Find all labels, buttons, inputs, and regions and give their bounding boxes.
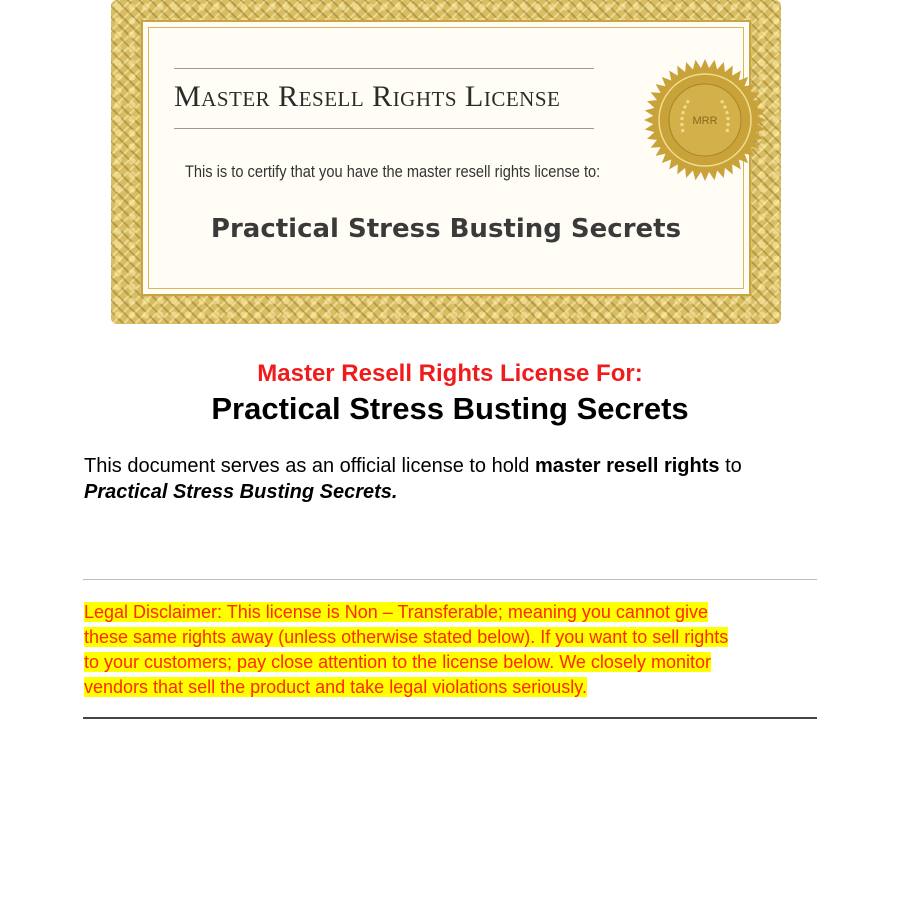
divider-top xyxy=(83,579,817,580)
license-product-heading: Practical Stress Busting Secrets xyxy=(211,391,689,426)
certificate-panel xyxy=(141,20,751,296)
certificate-product-name: Practical Stress Busting Secrets xyxy=(210,214,682,244)
disclaimer-line: these same rights away (unless otherwise stated below). If you want to sell rights xyxy=(84,627,729,647)
intro-prefix: This document serves as an official license to hold xyxy=(84,455,535,477)
certificate-top-rule xyxy=(174,68,594,69)
gold-seal-icon xyxy=(643,58,767,182)
intro-paragraph xyxy=(84,453,824,505)
seal-label: MRR xyxy=(692,115,718,127)
certificate-title: Master Resell Rights License xyxy=(174,80,561,113)
disclaimer-line: Legal Disclaimer: This license is Non – Transferable; meaning you cannot give xyxy=(84,602,708,622)
legal-disclaimer xyxy=(84,600,814,700)
license-heading-for: Master Resell Rights License For: xyxy=(257,360,643,387)
intro-bold: master resell rights xyxy=(534,455,720,477)
intro-suffix: to xyxy=(719,455,742,477)
disclaimer-line: vendors that sell the product and take legal violations seriously. xyxy=(84,677,587,697)
certificate-bottom-rule xyxy=(174,128,594,129)
certificate-image xyxy=(111,0,781,324)
intro-product-title: Practical Stress Busting Secrets. xyxy=(84,481,398,503)
certificate-certify-text: This is to certify that you have the master resell rights license to: xyxy=(185,162,601,181)
disclaimer-line: to your customers; pay close attention to the license below. We closely monitor xyxy=(84,652,711,672)
divider-bottom xyxy=(83,717,817,719)
